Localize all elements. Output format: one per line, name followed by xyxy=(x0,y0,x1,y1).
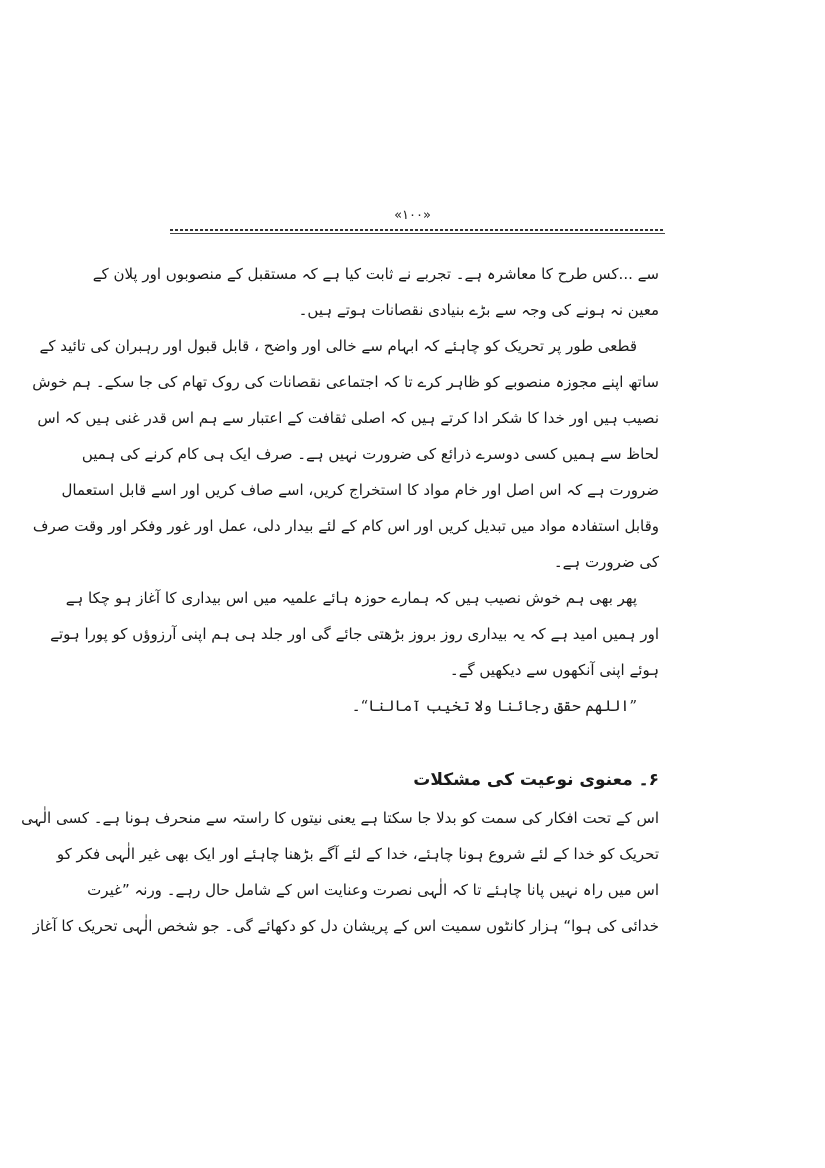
paragraph xyxy=(92,256,659,328)
text-line: لحاظ سے ہمیں کسی دوسرے ذرائع کی ضرورت نہیں ہے۔ صرف ایک ہی کام کرنے کی ہمیں xyxy=(81,445,659,463)
paragraph xyxy=(50,580,659,688)
paragraph xyxy=(176,688,659,724)
header-rule xyxy=(170,229,665,234)
section-heading: ۶۔ معنوی نوعیت کی مشکلات xyxy=(413,770,659,790)
text-line: معین نہ ہونے کی وجہ سے بڑے بنیادی نقصانات ہوتے ہیں۔ xyxy=(298,301,659,319)
header-rule-solid xyxy=(170,233,665,234)
text-line: اس میں راہ نہیں پانا چاہئے تا کہ الٰہی نصرت وعنایت اس کے شامل حال رہے۔ ورنہ ”غیرت xyxy=(87,881,659,899)
text-line: قطعی طور پر تحریک کو چاہئے کہ ابہام سے خالی اور واضح ، قابل قبول اور رہبران کی تائید کے xyxy=(39,337,637,355)
prayer-line: ”اللھم حقق رجائنا ولا تخیب آمالنا“۔ xyxy=(351,697,637,715)
text-line: تحریک کو خدا کے لئے شروع ہونا چاہئے، خدا کے لئے آگے بڑھنا چاہئے اور ایک بھی غیر الٰہی فکر کو xyxy=(56,845,659,863)
text-line: کی ضرورت ہے۔ xyxy=(553,553,659,571)
page-number: «۱۰۰» xyxy=(394,208,431,223)
paragraph xyxy=(32,328,659,580)
text-line: وقابل استفادہ مواد میں تبدیل کریں اور اس کام کے لئے بیدار دلی، عمل اور غور وفکر اور وقت صرف xyxy=(32,517,659,535)
section-spacer xyxy=(176,724,659,760)
header-rule-dashed xyxy=(170,229,665,231)
text-line: پھر بھی ہم خوش نصیب ہیں کہ ہمارے حوزہ ہائے علمیہ میں اس بیداری کا آغاز ہو چکا ہے xyxy=(65,589,637,607)
text-line: نصیب ہیں اور خدا کا شکر ادا کرتے ہیں کہ اصلی ثقافت کے اعتبار سے ہم اس قدر غنی ہیں کہ اس xyxy=(37,409,659,427)
text-line: ساتھ اپنے مجوزہ منصوبے کو ظاہر کرے تا کہ اجتماعی نقصانات کی روک تھام کی جا سکے۔ ہم خوش xyxy=(32,373,659,391)
text-line: ہوئے اپنی آنکھوں سے دیکھیں گے۔ xyxy=(449,661,659,679)
text-line: خدائی کی ہوا“ ہزار کانٹوں سمیت اس کے پریشان دل کو دکھائے گی۔ جو شخص الٰہی تحریک کا آغاز xyxy=(32,917,659,935)
text-line: اس کے تحت افکار کی سمت کو بدلا جا سکتا ہے یعنی نیتوں کا راستہ سے منحرف ہونا ہے۔ کسی الٰہی xyxy=(21,809,659,827)
text-line: سے ...کس طرح کا معاشرہ ہے۔ تجربے نے ثابت کیا ہے کہ مستقبل کے منصوبوں اور پلان کے xyxy=(92,265,659,283)
section-paragraph xyxy=(21,800,659,944)
text-line: ضرورت ہے کہ اس اصل اور خام مواد کا استخراج کریں، اسے صاف کریں اور اسے قابل استعمال xyxy=(61,481,659,499)
text-line: اور ہمیں امید ہے کہ یہ بیداری روز بروز بڑھتی جائے گی اور جلد ہی ہم اپنی آرزوؤں کو پورا ہوتے xyxy=(50,625,659,643)
body-text xyxy=(21,256,659,944)
